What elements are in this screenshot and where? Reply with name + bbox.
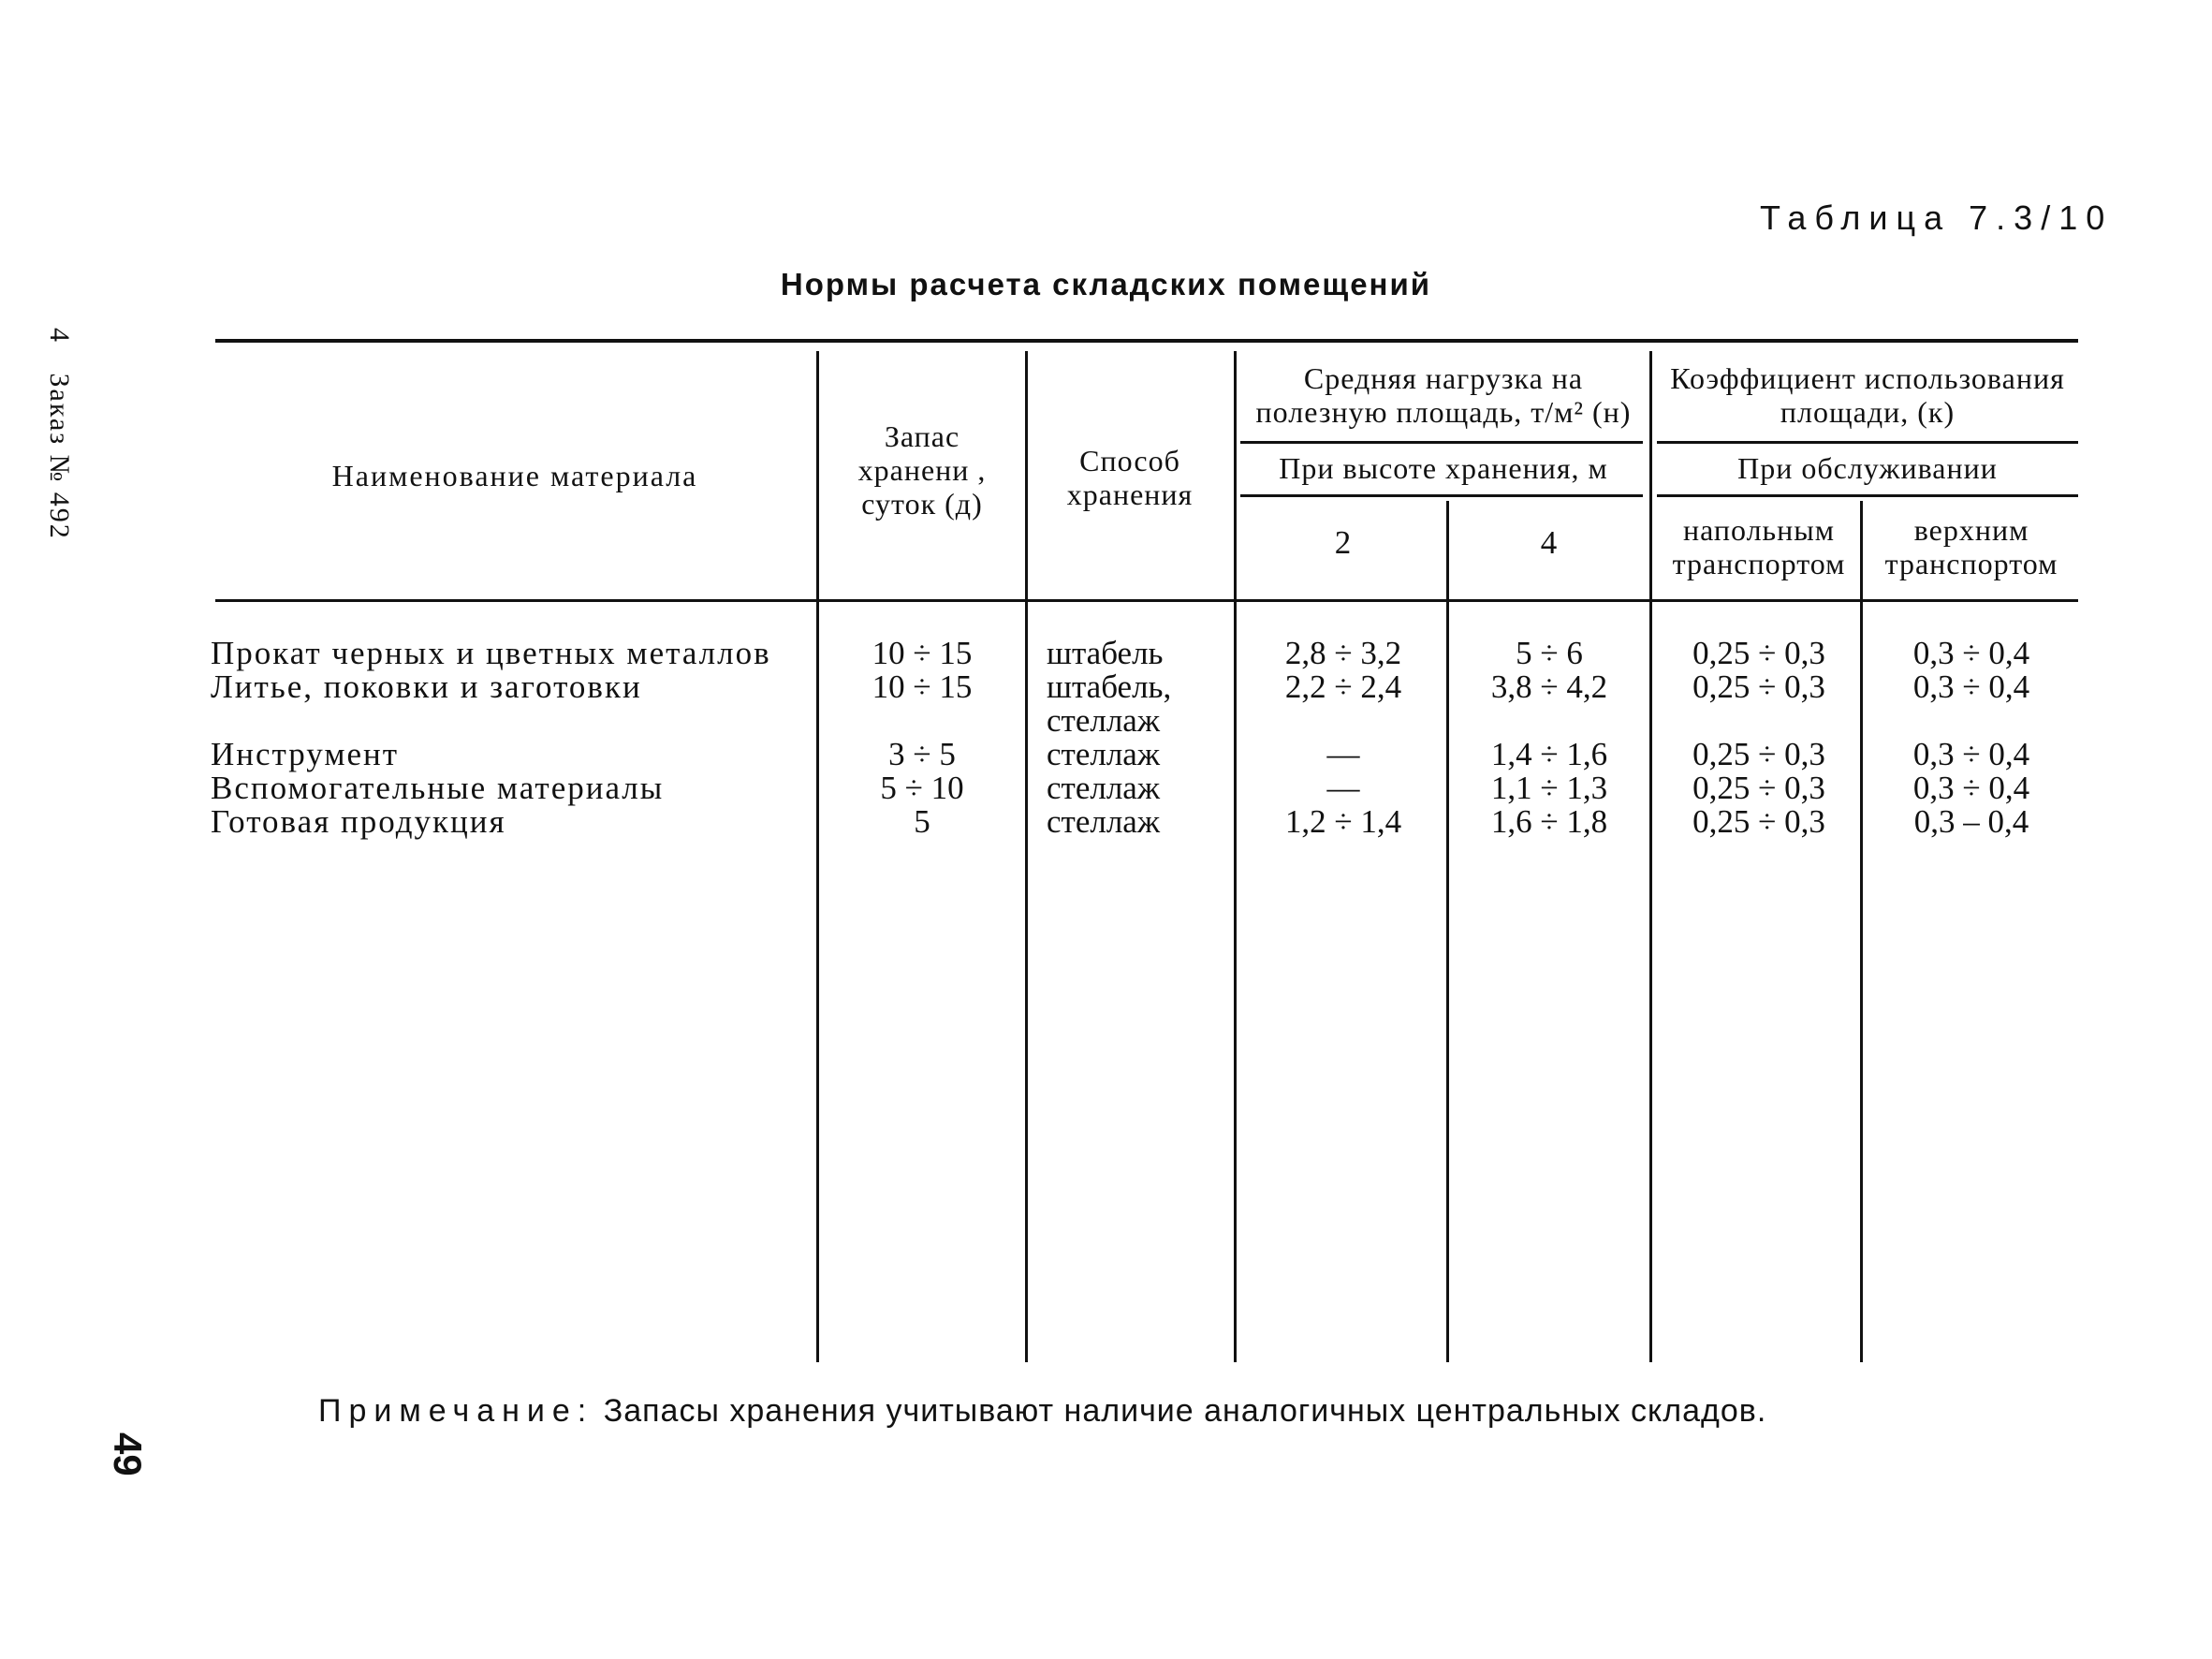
cell-h4: 1,1 ÷ 1,3 xyxy=(1490,770,1608,806)
table-label: Таблица 7.3/10 xyxy=(1760,198,2114,237)
col-sep-1 xyxy=(816,351,819,1362)
cell-floor: 0,25 ÷ 0,3 xyxy=(1692,803,1825,840)
cell-name: Вспомогательные материалы xyxy=(211,770,665,806)
col-sep-6 xyxy=(1860,501,1863,1362)
table-top-rule xyxy=(215,339,2078,343)
cell-method: штабель xyxy=(1047,635,1164,671)
cell-name: Прокат черных и цветных металлов xyxy=(211,635,771,671)
cell-floor: 0,25 ÷ 0,3 xyxy=(1692,635,1825,671)
header-bottom-rule xyxy=(215,599,2078,602)
cell-stock: 5 xyxy=(914,803,930,840)
header-top: верхним транспортом xyxy=(1884,513,2058,580)
note-label: Примечание: xyxy=(318,1393,594,1429)
cell-h2: — xyxy=(1326,736,1360,772)
cell-name: Готовая продукция xyxy=(211,803,506,840)
header-method: Способ хранения xyxy=(1066,444,1194,511)
sheet-number: 4 xyxy=(44,328,75,344)
col-sep-3 xyxy=(1234,351,1237,1362)
header-service: При обслуживании xyxy=(1737,451,1998,485)
cell-h4: 1,4 ÷ 1,6 xyxy=(1490,736,1608,772)
cell-stock: 5 ÷ 10 xyxy=(880,770,964,806)
height-subrule xyxy=(1240,494,1643,497)
cell-stock: 10 ÷ 15 xyxy=(872,635,973,671)
header-h4: 4 xyxy=(1540,524,1559,561)
page-title: Нормы расчета складских помещений xyxy=(780,267,1432,301)
cell-h4: 1,6 ÷ 1,8 xyxy=(1490,803,1608,840)
header-floor: напольным транспортом xyxy=(1672,513,1846,580)
header-stock: Запас хранени , суток (д) xyxy=(857,419,987,521)
order-number: Заказ № 492 xyxy=(44,373,75,540)
load-subrule xyxy=(1240,441,1643,444)
cell-stock: 10 ÷ 15 xyxy=(872,668,973,705)
cell-h2: 2,2 ÷ 2,4 xyxy=(1284,668,1402,705)
cell-h4: 5 ÷ 6 xyxy=(1516,635,1583,671)
cell-top: 0,3 ÷ 0,4 xyxy=(1912,635,2030,671)
margin-order-text xyxy=(43,328,75,540)
header-coef: Коэффициент использования площади, (к) xyxy=(1670,361,2065,429)
cell-h2: — xyxy=(1326,770,1360,806)
cell-floor: 0,25 ÷ 0,3 xyxy=(1692,770,1825,806)
cell-method: штабель, xyxy=(1047,668,1172,705)
header-h2: 2 xyxy=(1334,524,1353,561)
cell-top: 0,3 ÷ 0,4 xyxy=(1912,736,2030,772)
col-sep-2 xyxy=(1025,351,1028,1362)
cell-h2: 2,8 ÷ 3,2 xyxy=(1284,635,1402,671)
note-text: Запасы хранения учитывают наличие аналогичных центральных складов. xyxy=(603,1393,1767,1429)
col-sep-4 xyxy=(1446,501,1449,1362)
cell-top: 0,3 ÷ 0,4 xyxy=(1912,770,2030,806)
col-sep-5 xyxy=(1649,351,1652,1362)
cell-method: стеллаж xyxy=(1047,736,1161,772)
cell-name: Литье, поковки и заготовки xyxy=(211,668,642,705)
header-height: При высоте хранения, м xyxy=(1279,451,1608,485)
page-number: 49 xyxy=(106,1432,150,1476)
cell-floor: 0,25 ÷ 0,3 xyxy=(1692,668,1825,705)
cell-stock: 3 ÷ 5 xyxy=(888,736,956,772)
cell-floor: 0,25 ÷ 0,3 xyxy=(1692,736,1825,772)
cell-h4: 3,8 ÷ 4,2 xyxy=(1490,668,1608,705)
header-load: Средняя нагрузка на полезную площадь, т/м² (н) xyxy=(1255,361,1632,429)
cell-method: стеллаж xyxy=(1047,803,1161,840)
cell-top: 0,3 – 0,4 xyxy=(1913,803,2029,840)
cell-h2: 1,2 ÷ 1,4 xyxy=(1284,803,1402,840)
cell-method: стеллаж xyxy=(1047,770,1161,806)
table-note xyxy=(318,1393,1766,1430)
service-subrule xyxy=(1657,494,2078,497)
header-name: Наименование материала xyxy=(331,459,698,492)
cell-top: 0,3 ÷ 0,4 xyxy=(1912,668,2030,705)
cell-method-cont: стеллаж xyxy=(1047,702,1161,739)
cell-name: Инструмент xyxy=(211,736,400,772)
coef-subrule xyxy=(1657,441,2078,444)
